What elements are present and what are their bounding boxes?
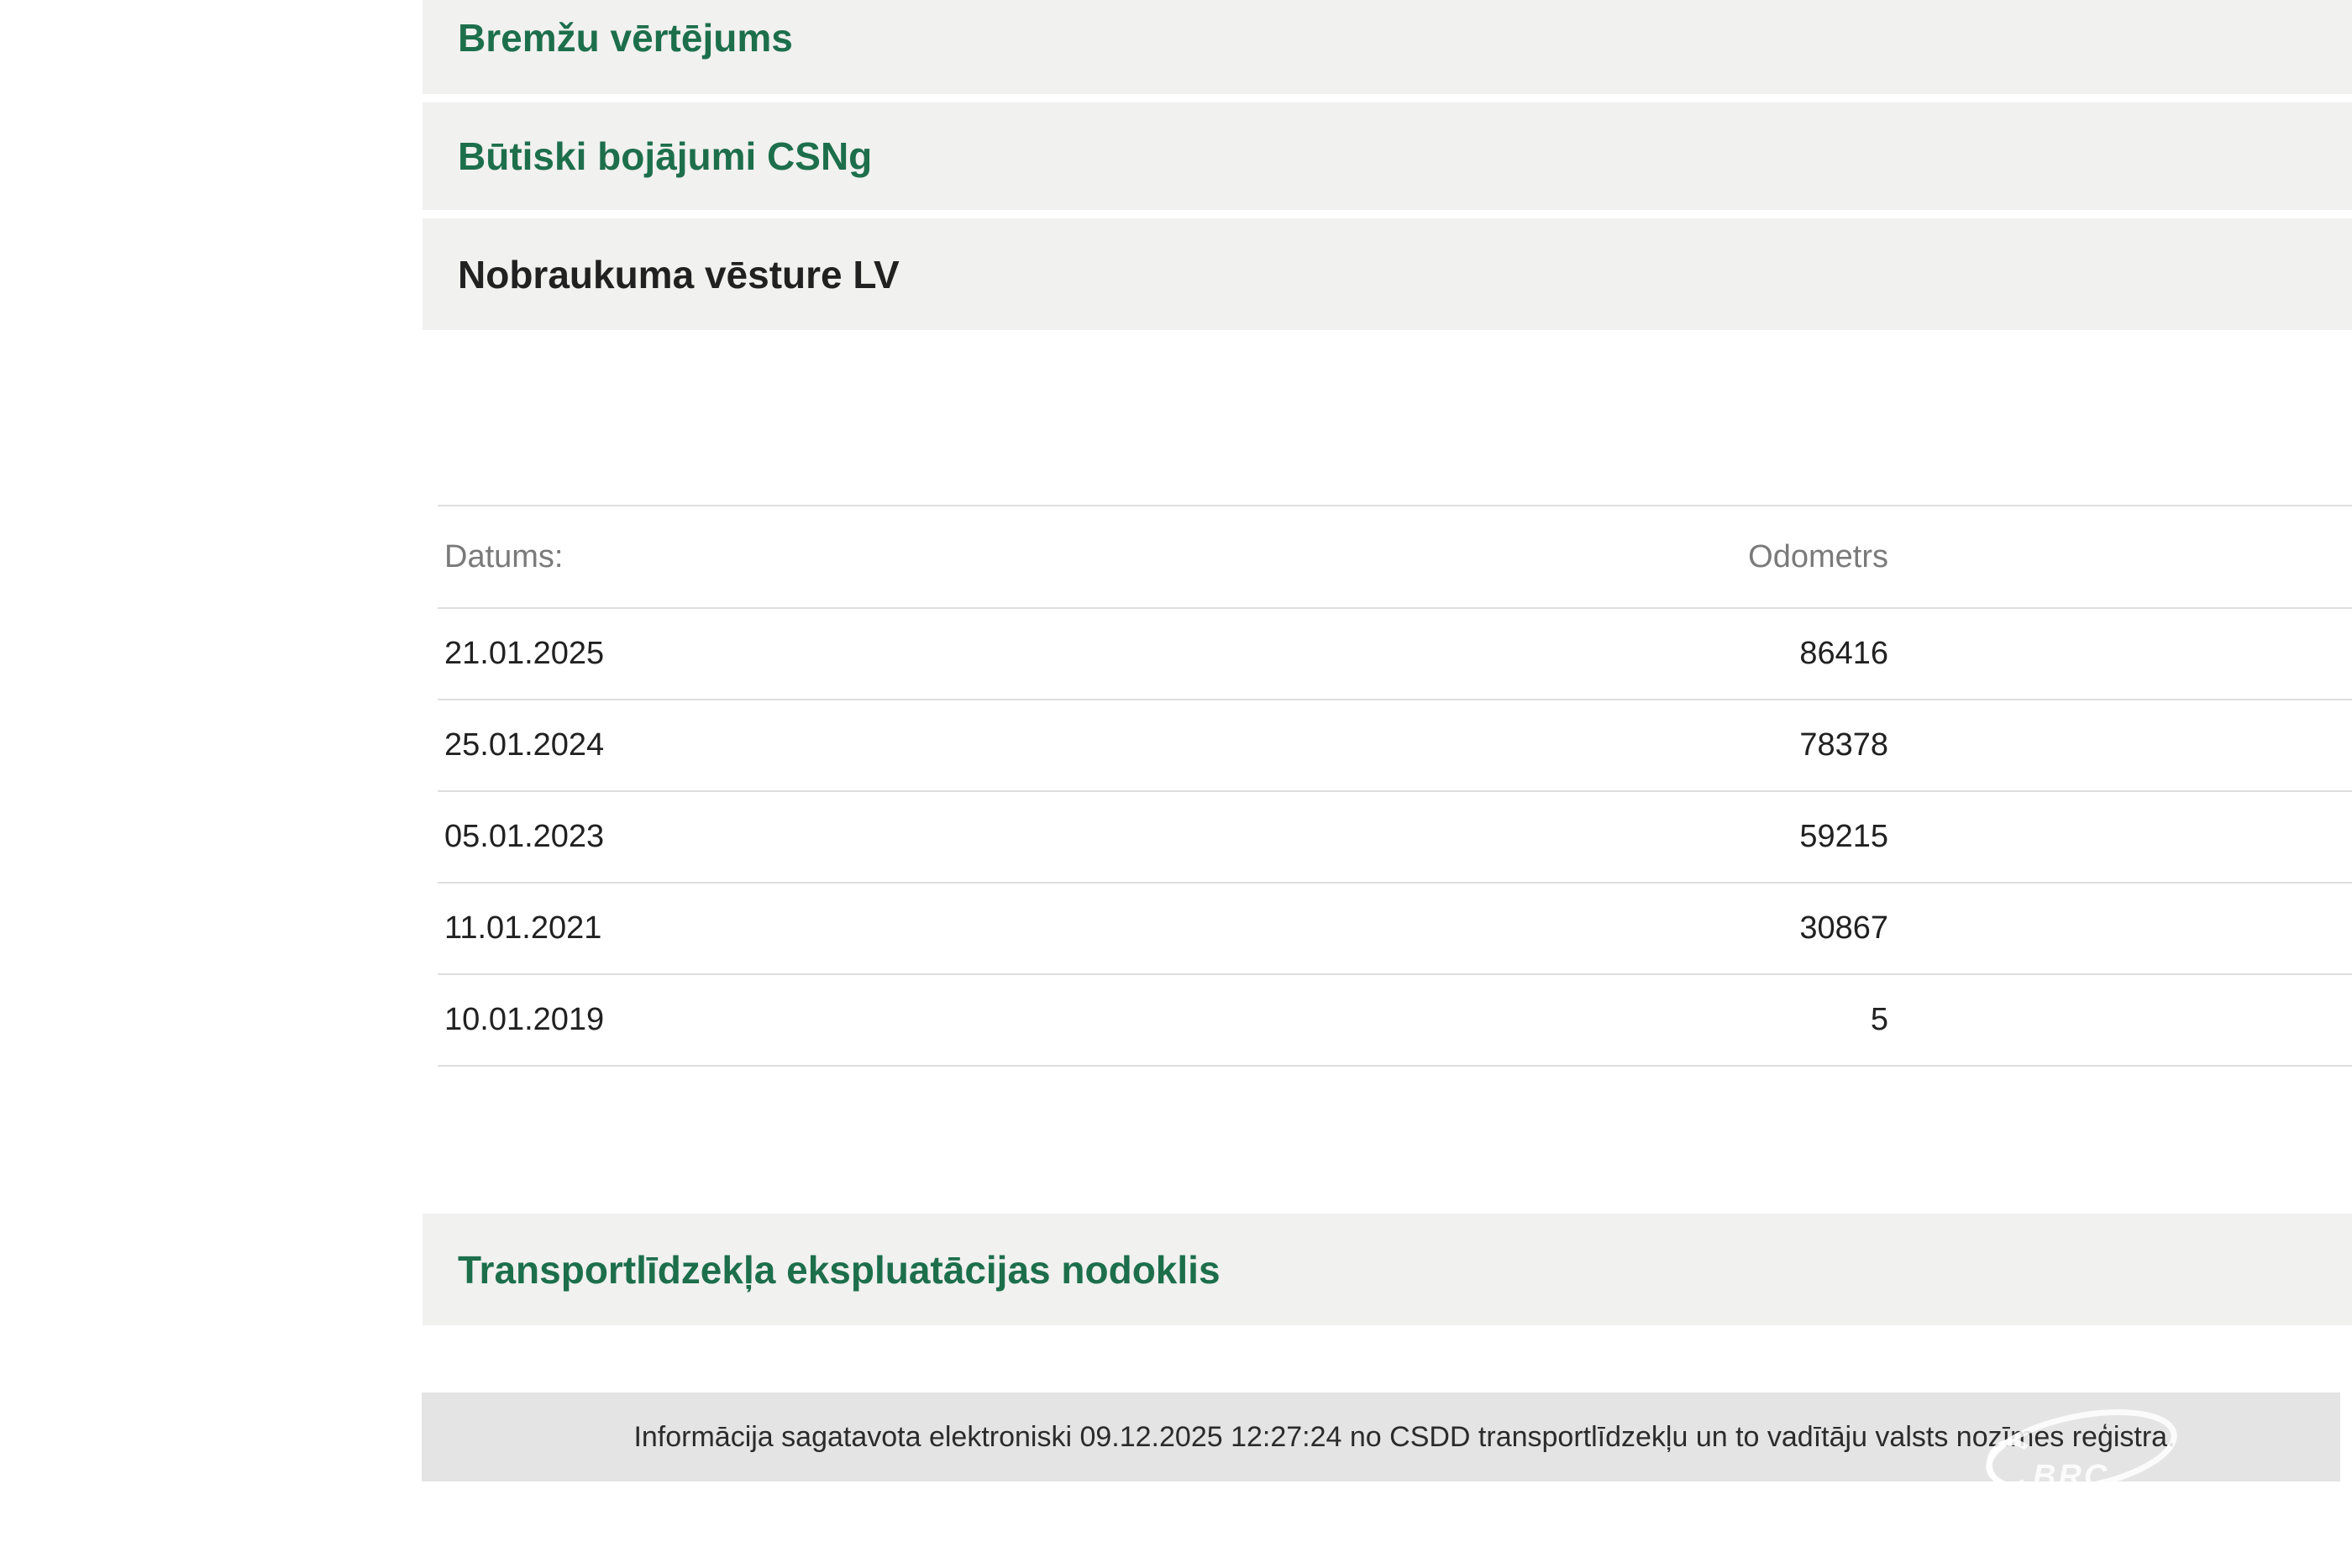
table-row <box>438 792 2352 884</box>
date-cell: 10.01.2019 <box>444 1002 605 1037</box>
accordion-item-label: Bremžu vērtējums <box>458 16 793 60</box>
odometer-cell: 5 <box>1870 1002 1888 1037</box>
accordion-item-label: Būtiski bojājumi CSNg <box>458 134 873 178</box>
odometer-cell: 78378 <box>1799 727 1888 763</box>
table-row <box>438 884 2352 975</box>
odometer-cell: 86416 <box>1799 636 1888 671</box>
accordion-item-ekspluatacijas-nodoklis[interactable] <box>423 1214 2352 1325</box>
date-cell: 11.01.2021 <box>444 910 602 946</box>
brc-watermark-text: BRC <box>2033 1459 2110 1494</box>
odometer-cell: 30867 <box>1799 910 1888 946</box>
date-cell: 21.01.2025 <box>444 636 605 671</box>
column-header-datums: Datums: <box>444 538 564 574</box>
table-row <box>438 609 2352 700</box>
table-header-row <box>438 506 2352 609</box>
footer-note-bar <box>422 1392 2340 1481</box>
accordion-item-butiski-bojajumi-csng[interactable] <box>423 102 2352 210</box>
accordion-item-bremzu-vertejums[interactable] <box>423 0 2352 94</box>
odometer-history-table <box>438 505 2352 1067</box>
accordion-item-nobraukuma-vesture-lv[interactable] <box>423 218 2352 330</box>
table-row <box>438 975 2352 1067</box>
table-row <box>438 700 2352 792</box>
accordion-item-label: Nobraukuma vēsture LV <box>458 252 900 296</box>
accordion-item-label: Transportlīdzekļa ekspluatācijas nodoklis <box>458 1247 1221 1292</box>
footer-note: Informācija sagatavota elektroniski 09.12.2025 12:27:24 no CSDD transportlīdzekļu un to vadītāju valsts nozīmes reģistra. <box>633 1420 2176 1453</box>
odometer-cell: 59215 <box>1799 819 1888 854</box>
column-header-odometrs: Odometrs <box>1748 538 1888 574</box>
date-cell: 25.01.2024 <box>444 727 605 763</box>
date-cell: 05.01.2023 <box>444 819 605 854</box>
